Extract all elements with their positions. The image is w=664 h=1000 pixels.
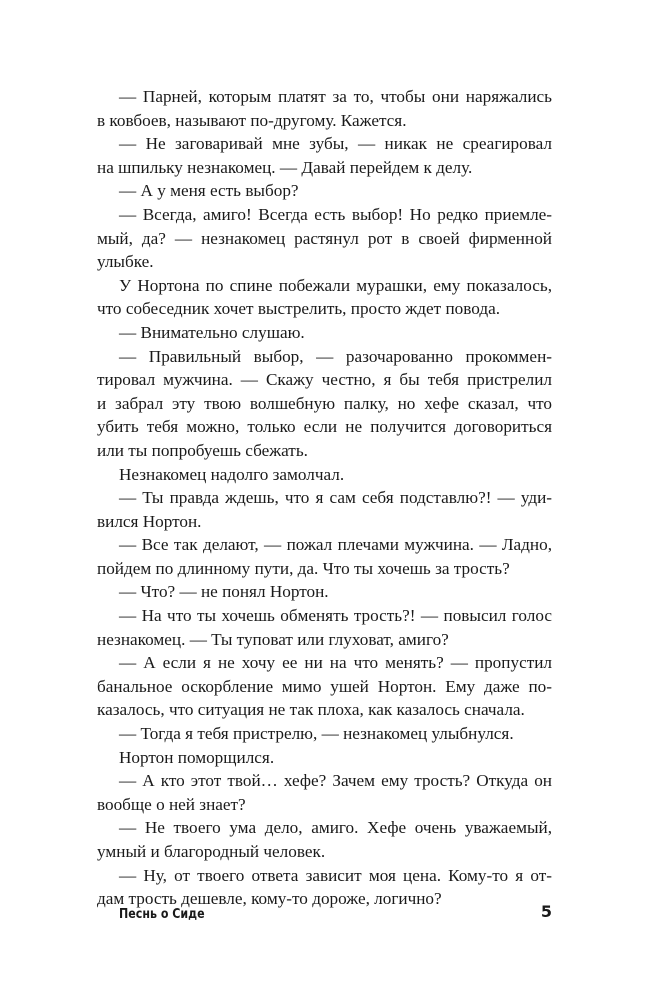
page-number: 5: [540, 902, 552, 921]
text-line: — Правильный выбор, — разочарованно прокоммен-: [119, 346, 552, 366]
text-line: банальное оскорбление мимо ушей Нортон. Ему даже по-: [97, 676, 552, 696]
text-line: дам трость дешевле, кому-то дороже, логично?: [97, 889, 442, 909]
text-line: У Нортона по спине побежали мурашки, ему показалось,: [119, 275, 552, 295]
text-line: — А у меня есть выбор?: [119, 181, 299, 201]
text-line: улыбке.: [97, 252, 154, 272]
text-line: — А кто этот твой… хефе? Зачем ему трость? Откуда он: [119, 771, 552, 791]
text-line: или ты попробуешь сбежать.: [97, 440, 308, 460]
text-line: Незнакомец надолго замолчал.: [119, 464, 345, 484]
text-line: вился Нортон.: [97, 511, 202, 531]
body-text: [97, 85, 552, 911]
text-line: — Ну, от твоего ответа зависит моя цена. Кому-то я от-: [119, 865, 552, 885]
text-line: умный и благородный человек.: [97, 842, 326, 861]
text-line: вообще о ней знает?: [97, 794, 246, 814]
text-line: в ковбоев, называют по-другому. Кажется.: [97, 110, 407, 130]
text-line: Нортон поморщился.: [119, 747, 275, 767]
running-footer-title: Песнь о Сиде: [119, 906, 205, 922]
text-line: тировал мужчина. — Скажу честно, я бы тебя пристрелил: [97, 370, 552, 390]
text-line: — Всегда, амиго! Всегда есть выбор! Но редко приемле-: [119, 204, 552, 224]
text-line: — Что? — не понял Нортон.: [119, 582, 329, 602]
text-line: и забрал эту твою волшебную палку, но хефе сказал, что: [97, 393, 552, 413]
text-line: мый, да? — незнакомец растянул рот в своей фирменной: [97, 228, 552, 248]
text-line: пойдем по длинному пути, да. Что ты хочешь за трость?: [97, 558, 510, 578]
text-line: — А если я не хочу ее ни на что менять? — пропустил: [119, 653, 552, 673]
text-line: — Парней, которым платят за то, чтобы они наряжались: [119, 87, 552, 106]
text-line: на шпильку незнакомец. — Давай перейдем к делу.: [97, 157, 473, 177]
text-line: казалось, что ситуация не так плоха, как казалось сначала.: [97, 700, 525, 720]
text-line: — На что ты хочешь обменять трость?! — повысил голос: [119, 606, 552, 626]
text-line: — Не заговаривай мне зубы, — никак не среагировал: [119, 134, 552, 154]
text-line: — Все так делают, — пожал плечами мужчина. — Ладно,: [119, 535, 552, 555]
text-line: — Ты правда ждешь, что я сам себя подставлю?! — уди-: [119, 488, 552, 508]
text-line: что собеседник хочет выстрелить, просто ждет повода.: [97, 299, 500, 319]
text-line: — Внимательно слушаю.: [119, 322, 305, 342]
text-line: — Не твоего ума дело, амиго. Хефе очень уважаемый,: [119, 818, 552, 838]
text-line: убить тебя можно, только если не получится договориться: [97, 417, 552, 437]
text-line: незнакомец. — Ты туповат или глуховат, амиго?: [97, 629, 449, 649]
text-line: — Тогда я тебя пристрелю, — незнакомец улыбнулся.: [119, 724, 514, 744]
